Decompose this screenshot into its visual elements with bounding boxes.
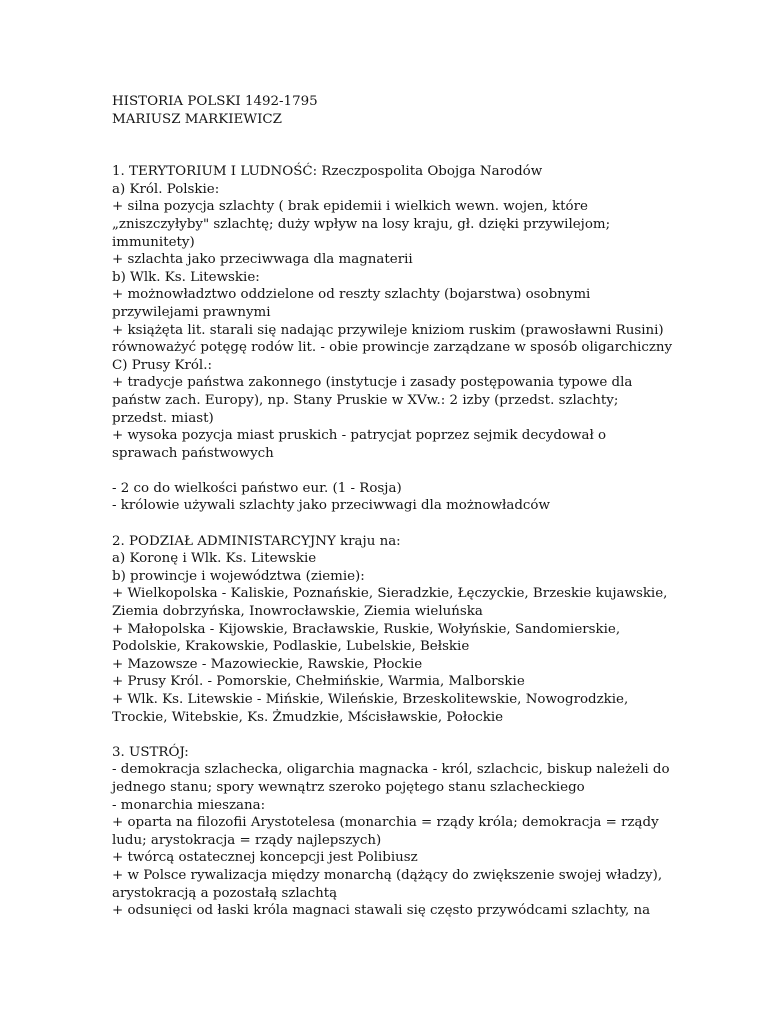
text-line: immunitety) [112,234,195,250]
text-line: przedst. miast) [112,410,214,426]
text-line: C) Prusy Król.: [112,357,212,373]
text-line: + w Polsce rywalizacja między monarchą (dążący do zwiększenie swojej władzy), [112,867,663,883]
text-line: + odsunięci od łaski króla magnaci stawali się często przywódcami szlachty, na [112,903,651,919]
section-heading: 1. TERYTORIUM I LUDNOŚĆ: Rzeczpospolita Obojga Narodów [112,164,543,180]
text-line: + wysoka pozycja miast pruskich - patrycjat poprzez sejmik decydował o [112,428,607,444]
text-line: Podolskie, Krakowskie, Podlaskie, Lubelskie, Bełskie [112,639,470,655]
text-line: + Prusy Król. - Pomorskie, Chełmińskie, Warmia, Malborskie [112,674,525,690]
text-line: przywilejami prawnymi [112,304,271,320]
text-line: + Wlk. Ks. Litewskie - Mińskie, Wileńskie, Brzeskolitewskie, Nowogrodzkie, [112,692,629,707]
text-line: równoważyć potęgę rodów lit. - obie prowincje zarządzane w sposób oligarchiczny [112,340,673,356]
text-line: arystokracją a pozostałą szlachtą [112,885,338,901]
text-line: - królowie używali szlachty jako przeciwwagi dla możnowładców [112,498,550,514]
text-line: + silna pozycja szlachty ( brak epidemii i wielkich wewn. wojen, które [112,199,588,215]
text-line: państw zach. Europy), np. Stany Pruskie w XVw.: 2 izby (przedst. szlachty; [112,392,619,408]
text-line: - monarchia mieszana: [112,797,266,813]
spacer [112,726,752,744]
text-line: + Mazowsze - Mazowieckie, Rawskie, Płockie [112,656,423,672]
text-line: + szlachta jako przeciwwaga dla magnaterii [112,252,413,268]
text-line: - demokracja szlachecka, oligarchia magnacka - król, szlachcic, biskup należeli do [112,762,670,778]
spacer [112,462,752,480]
text-line: + twórcą ostatecznej koncepcji jest Polibiusz [112,850,418,866]
text-line: sprawach państwowych [112,445,274,461]
section-administration [112,533,752,727]
text-line: a) Król. Polskie: [112,181,220,197]
text-line: + książęta lit. starali się nadając przywileje kniziom ruskim (prawosławni Rusini) [112,322,664,338]
text-line: „zniszczyłyby" szlachtę; duży wpływ na losy kraju, gł. dzięki przywilejom; [112,216,611,232]
spacer [112,515,752,533]
spacer [112,128,752,163]
text-line: + oparta na filozofii Arystotelesa (monarchia = rządy króla; demokracja = rządy [112,815,659,831]
section-heading: 3. USTRÓJ: [112,744,189,760]
text-line: + Małopolska - Kijowskie, Bracławskie, Ruskie, Wołyńskie, Sandomierskie, [112,621,621,637]
text-line: b) prowincje i województwa (ziemie): [112,568,365,584]
text-line: a) Koronę i Wlk. Ks. Litewskie [112,551,317,567]
text-line: - 2 co do wielkości państwo eur. (1 - Rosja) [112,480,402,496]
section-heading: 2. PODZIAŁ ADMINISTARCYJNY kraju na: [112,533,401,549]
document-title: HISTORIA POLSKI 1492-1795 [112,94,318,109]
text-line: + tradycje państwa zakonnego (instytucje i zasady postępowania typowe dla [112,375,633,391]
text-line: + Wielkopolska - Kaliskie, Poznańskie, Sieradzkie, Łęczyckie, Brzeskie kujawskie, [112,586,668,602]
text-line: ludu; arystokracja = rządy najlepszych) [112,832,382,848]
section-territory [112,163,752,462]
text-line: jednego stanu; spory wewnątrz szeroko pojętego stanu szlacheckiego [112,779,585,795]
text-line: b) Wlk. Ks. Litewskie: [112,269,260,285]
text-line: Trockie, Witebskie, Ks. Żmudzkie, Mścisławskie, Połockie [112,709,504,725]
section-system [112,744,752,920]
text-line: Ziemia dobrzyńska, Inowrocławskie, Ziemia wieluńska [112,604,483,620]
document-author: MARIUSZ MARKIEWICZ [112,111,282,127]
section-notes [112,480,752,515]
text-line: + możnowładztwo oddzielone od reszty szlachty (bojarstwa) osobnymi [112,287,591,303]
document-page [112,93,752,920]
